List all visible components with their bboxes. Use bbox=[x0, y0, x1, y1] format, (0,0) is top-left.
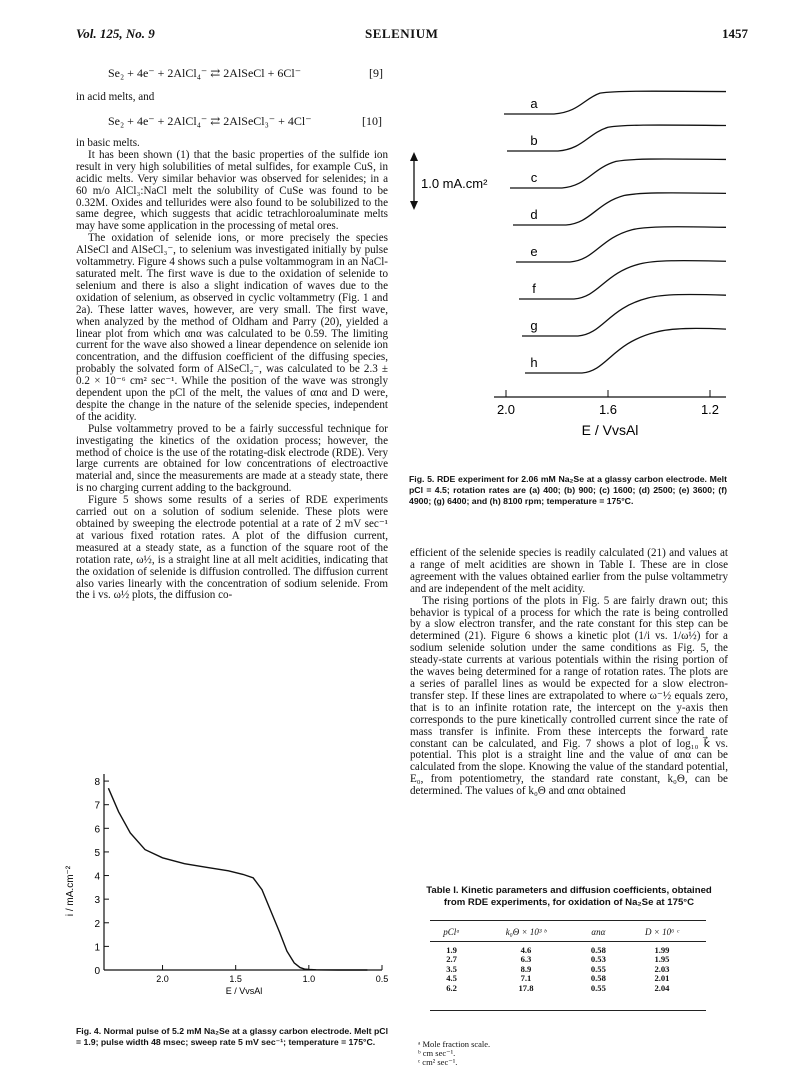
fig5-curve bbox=[510, 159, 726, 188]
scale-label: 1.0 mA.cm² bbox=[421, 176, 488, 191]
table-1-title bbox=[410, 885, 728, 909]
table-cell: 4.5 bbox=[446, 973, 457, 983]
footnote: ᶜ cm² sec⁻¹. bbox=[418, 1057, 458, 1067]
paragraph: Pulse voltammetry proved to be a fairly successful technique for investigating the kinetics of the oxidation process; however, the method of choice is the use of the rotating-disk electrode (RDE). Very large currents are obtained for low concentrations of electroactive material and, since the measurements are made at a steady state, there is no charging current adding to the background. bbox=[76, 422, 388, 495]
fig4-y-tick-label: 4 bbox=[94, 871, 100, 883]
x-axis-label: E / VvsAl bbox=[581, 422, 639, 438]
fig4-y-tick-label: 3 bbox=[94, 895, 100, 907]
table-row bbox=[430, 984, 706, 994]
table-cell: 2.7 bbox=[446, 954, 457, 964]
journal-volume: Vol. 125, No. 9 bbox=[76, 26, 155, 41]
table-cell: 2.03 bbox=[654, 963, 670, 974]
table-cell: 2.01 bbox=[654, 973, 670, 983]
equation-9-number: [9] bbox=[369, 66, 383, 80]
column-header: pClᵃ bbox=[430, 924, 473, 942]
fig4-x-axis-label: E / VvsAl bbox=[225, 986, 263, 996]
fig4-y-tick-label: 5 bbox=[94, 847, 100, 859]
fig4-x-tick-label: 1.5 bbox=[229, 974, 242, 984]
table-cell: 4.6 bbox=[520, 944, 532, 955]
column-header: k₀Θ × 10³ ᵇ bbox=[473, 924, 579, 942]
table-cell: 0.58 bbox=[590, 944, 606, 955]
fig5-curve-label: g bbox=[530, 318, 538, 333]
paragraph: It has been shown (1) that the basic properties of the sulfide ion result in very high solubilities of metal sulfides, for example CuS, in acidic melts. Very similar behavior was observed for selenides; in a 60 m/o AlCl₃:NaCl melt the solubility of CuSe was found to be 0.32M. Oxides and tellurides were also found to be solubilized to the same degree, which suggests that acidic tetrachloroaluminate melts may have some application in the processing of metal ores. bbox=[76, 148, 388, 233]
table-cell: 1.95 bbox=[654, 954, 670, 964]
x-tick-label: 2.0 bbox=[496, 402, 516, 417]
fig5-curve bbox=[513, 193, 726, 225]
fig5-curve-label: e bbox=[530, 244, 538, 259]
fig5-curve bbox=[522, 295, 726, 336]
fig4-y-tick-label: 1 bbox=[94, 942, 100, 954]
fig5-curve-label: b bbox=[530, 133, 538, 148]
fig5-curve-label: a bbox=[530, 96, 538, 111]
fig5-curve bbox=[519, 261, 726, 299]
figure-4-plot bbox=[60, 766, 390, 1010]
fig4-axes bbox=[94, 774, 388, 984]
paragraph: efficient of the selenide species is readily calculated (21) and values at a range of melt acidities are shown in Table I. These are in close agreement with the values obtained earlier from the pulse voltammetry and are independent of the melt acidity. bbox=[410, 547, 728, 595]
table-cell: 6.2 bbox=[446, 982, 457, 993]
paragraph: in basic melts. bbox=[76, 137, 140, 149]
fig4-series-line bbox=[108, 788, 367, 970]
equation-9: Se₂ + 4e⁻ + 2AlCl₄⁻ ⇄ 2AlSeCl + 6Cl⁻ bbox=[108, 66, 302, 80]
fig5-curve-label: c bbox=[530, 170, 538, 185]
column-header: D × 10⁶ ᶜ bbox=[618, 924, 706, 942]
footnote: ᵃ Mole fraction scale. bbox=[418, 1039, 491, 1049]
fig5-curve-label: h bbox=[530, 355, 538, 370]
table-1 bbox=[430, 924, 706, 993]
table-cell: 1.99 bbox=[654, 944, 670, 955]
fig5-curve bbox=[525, 328, 726, 373]
equation-connector: in acid melts, and bbox=[76, 91, 155, 103]
table-cell: 0.53 bbox=[590, 954, 606, 964]
figure-5-plot bbox=[404, 84, 734, 464]
equation-10: Se₂ + 4e⁻ + 2AlCl₄⁻ ⇄ 2AlSeCl₃⁻ + 4Cl⁻ bbox=[108, 114, 312, 128]
fig4-y-tick-label: 7 bbox=[94, 800, 100, 812]
table-cell: 2.04 bbox=[654, 982, 670, 993]
left-column-text bbox=[76, 138, 388, 602]
paragraph: The oxidation of selenide ions, or more precisely the species AlSeCl and AlSeCl₃⁻, to selenium was investigated initially by pulse voltammetry. Figure 4 shows such a pulse voltammogram in an NaCl-saturated melt. The first wave is due to the oxidation of selenide to selenium and there is also a slight indication of waves due to the oxidation of selenium, as observed in cyclic voltammetry (Fig. 1 and 2a). These latter waves, however, are very small. The first wave, when analyzed by the method of Oldham and Parry (20), yielded a linear plot from which αnα was calculated to be 0.59. The limiting current for the wave also showed a linear dependence on selenide ion concentration, and the diffusion coefficient of the diffusing species, probably the solvated form of AlSeCl₂⁻, was calculated to be 2.3 ± 0.2 × 10⁻⁶ cm² sec⁻¹. While the position of the wave was strongly dependent upon the pCl of the melt, the values of αnα and D were, despite the change in the nature of the selenide species, independent of the acidity. bbox=[76, 232, 388, 423]
fig4-y-axis-label: i / mA.cm⁻² bbox=[65, 865, 76, 917]
figure-4-caption: Fig. 4. Normal pulse of 5.2 mM Na₂Se at a glassy carbon electrode. Melt pCl = 1.9; pulse width 48 msec; sweep rate 5 mV sec⁻¹; temperature = 175°C. bbox=[76, 1026, 388, 1047]
paragraph: Figure 5 shows some results of a series of RDE experiments carried out on a solution of sodium selenide. These plots were obtained by sweeping the electrode potential at a rate of 2 mV sec⁻¹ at various fixed rotation rates. A plot of the diffusion current, measured at a steady state, as a function of the square root of the rotation rate, ω½, is a straight line at all melt acidities, indicating that the oxidation of selenide is diffusion controlled. The diffusion current also varies linearly with the concentration of sodium selenide. From the i vs. ω½ plots, the diffusion co- bbox=[76, 494, 388, 602]
fig5-curve bbox=[507, 125, 726, 151]
table-header-row bbox=[430, 924, 706, 942]
table-1-rule bbox=[430, 920, 706, 921]
table-cell: 0.55 bbox=[590, 982, 606, 993]
fig5-curve-label: f bbox=[532, 281, 536, 296]
table-cell: 1.9 bbox=[446, 944, 457, 955]
fig5-curve-label: d bbox=[530, 207, 538, 222]
table-cell: 0.58 bbox=[590, 973, 606, 983]
table-title-line: from RDE experiments, for oxidation of Na₂Se at 175°C bbox=[443, 897, 695, 908]
paragraph: The rising portions of the plots in Fig. 5 are fairly drawn out; this behavior is typical of a process for which the rate is being controlled by a slow electron transfer, and the rate constant for this step can be determined (21). Figure 6 shows a kinetic plot (1/i vs. 1/ω½) for a sodium selenide solution under the same conditions as Fig. 5, the steady-state currents at various potentials within the rising portion of the waves being determined for a range of rotation rates. The plots are a series of parallel lines as would be expected for a slow electron-transfer step. If these lines are extrapolated to where ω⁻½ equals zero, that is to an infinite rotation rate, the intercept on the y-axis then corresponds to the pure kinetically controlled current since the rate of mass transfer is infinite. From these intercepts the forward rate constant can be calculated, and Fig. 7 shows a plot of log₁₀ k⃗ vs. potential. This plot is a straight line and the value of αnα can be calculated from the slope. Knowing the value of the standard potential, E₀, from potentiometry, the standard rate constant, k₀Θ, can be determined. The values of k₀Θ and αnα obtained bbox=[410, 594, 728, 798]
fig4-y-tick-label: 2 bbox=[94, 918, 100, 930]
fig4-y-tick-label: 0 bbox=[94, 966, 100, 977]
column-header: αnα bbox=[579, 924, 618, 942]
table-cell: 6.3 bbox=[520, 954, 532, 964]
running-title: SELENIUM bbox=[365, 26, 439, 41]
table-1-bottom-rule bbox=[430, 1010, 706, 1011]
x-tick-label: 1.6 bbox=[598, 402, 618, 417]
table-cell: 17.8 bbox=[518, 982, 534, 993]
table-cell: 3.5 bbox=[446, 963, 457, 974]
table-title-line: Table I. Kinetic parameters and diffusion coefficients, obtained bbox=[426, 885, 712, 896]
scale-bar bbox=[410, 152, 418, 210]
table-cell: 0.55 bbox=[590, 963, 606, 974]
footnote: ᵇ cm sec⁻¹. bbox=[418, 1048, 456, 1058]
fig5-curve bbox=[516, 227, 726, 262]
equation-10-number: [10] bbox=[362, 114, 382, 128]
fig4-y-tick-label: 6 bbox=[94, 824, 100, 836]
fig4-x-tick-label: 0.5 bbox=[375, 974, 389, 984]
table-cell: 8.9 bbox=[520, 963, 532, 974]
figure-5-caption: Fig. 5. RDE experiment for 2.06 mM Na₂Se at a glassy carbon electrode. Melt pCl = 4.5; rotation rates are (a) 400; (b) 900; (c) 1600; (d) 2500; (e) 3600; (f) 4900; (g) 6400; and (h) 8100 rpm; temperature = 175°C. bbox=[409, 474, 727, 506]
fig5-curve-labels bbox=[530, 96, 538, 370]
x-tick-label: 1.2 bbox=[700, 402, 720, 417]
table-footnotes bbox=[418, 1040, 718, 1067]
fig4-x-tick-label: 1.0 bbox=[302, 974, 316, 984]
fig4-x-tick-label: 2.0 bbox=[156, 974, 169, 984]
table-cell: 7.1 bbox=[520, 973, 532, 983]
right-column-text bbox=[410, 548, 728, 798]
fig4-y-tick-label: 8 bbox=[94, 777, 100, 789]
page-number: 1457 bbox=[722, 26, 748, 41]
